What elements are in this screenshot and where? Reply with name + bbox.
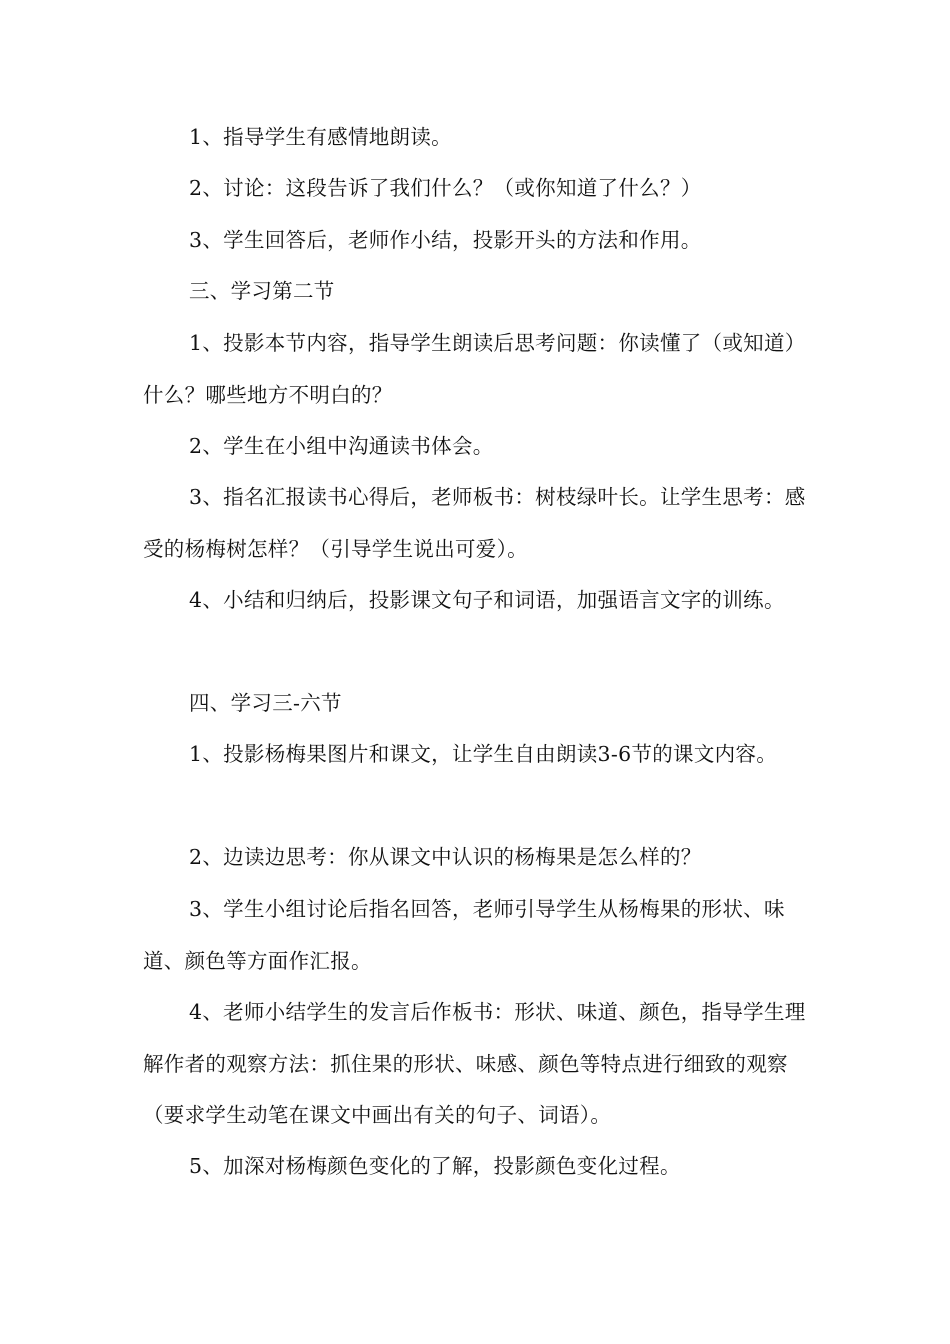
paragraph-5: 1、投影本节内容，指导学生朗读后思考问题：你读懂了（或知道）什么？哪些地方不明白的？ bbox=[143, 331, 806, 407]
paragraph-2: 2、讨论：这段告诉了我们什么？（或你知道了什么？） bbox=[189, 176, 702, 200]
paragraph-13: 4、老师小结学生的发言后作板书：形状、味道、颜色，指导学生理解作者的观察方法：抓住果的形状、味感、颜色等特点进行细致的观察（要求学生动笔在课文中画出有关的句子、词语）。 bbox=[143, 1000, 806, 1127]
paragraph-10: 1、投影杨梅果图片和课文，让学生自由朗读3-6节的课文内容。 bbox=[189, 742, 778, 766]
paragraph-1: 1、指导学生有感情地朗读。 bbox=[189, 125, 452, 149]
paragraph-3: 3、学生回答后，老师作小结，投影开头的方法和作用。 bbox=[189, 228, 702, 252]
paragraph-11: 2、边读边思考：你从课文中认识的杨梅果是怎么样的？ bbox=[189, 845, 702, 869]
paragraph-8: 4、小结和归纳后，投影课文句子和词语，加强语言文字的训练。 bbox=[189, 588, 785, 612]
paragraph-14: 5、加深对杨梅颜色变化的了解，投影颜色变化过程。 bbox=[189, 1154, 681, 1178]
section-heading-4: 四、学习三-六节 bbox=[189, 691, 342, 715]
section-heading-3: 三、学习第二节 bbox=[189, 279, 335, 303]
paragraph-7: 3、指名汇报读书心得后，老师板书：树枝绿叶长。让学生思考：感受的杨梅树怎样？（引导学生说出可爱）。 bbox=[143, 485, 806, 561]
paragraph-6: 2、学生在小组中沟通读书体会。 bbox=[189, 434, 494, 458]
paragraph-12: 3、学生小组讨论后指名回答，老师引导学生从杨梅果的形状、味道、颜色等方面作汇报。 bbox=[143, 897, 785, 973]
